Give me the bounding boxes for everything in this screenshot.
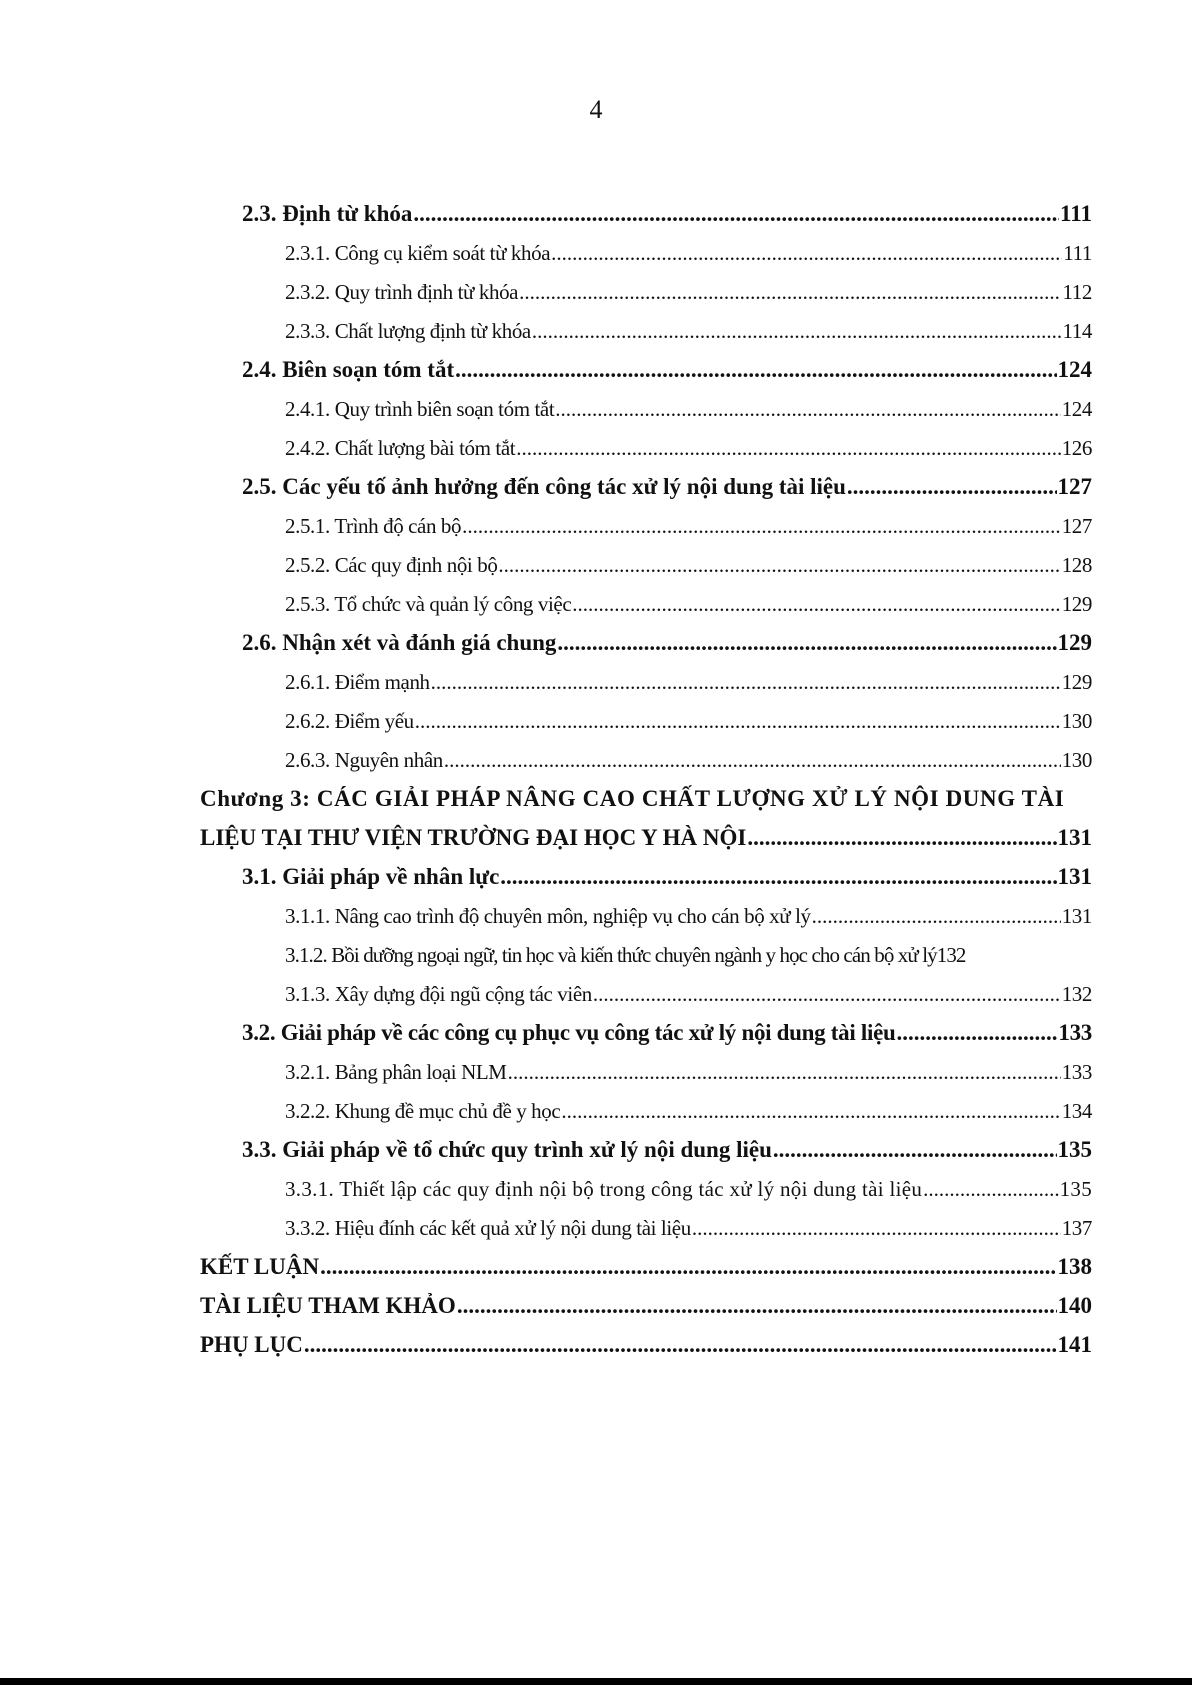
dot-leader [516, 427, 1060, 469]
dot-leader [551, 232, 1062, 274]
toc-entry-2-3-3[interactable] [285, 310, 1092, 352]
toc-entry-page: 131 [1057, 825, 1092, 850]
toc-entry-title: 2.6.3. Nguyên nhân [285, 748, 443, 772]
dot-leader [498, 544, 1060, 586]
toc-entry-page: 127 [1057, 474, 1092, 499]
toc-entry-title: 3.1.3. Xây dựng đội ngũ cộng tác viên [285, 982, 592, 1006]
toc-entry-2-5-1[interactable] [285, 505, 1092, 547]
toc-entry-title: 2.5.1. Trình độ cán bộ [285, 514, 462, 538]
toc-entry-title: 2.5.3. Tổ chức và quản lý công việc [285, 592, 572, 616]
toc-entry-title: 3.2.2. Khung đề mục chủ đề y học [285, 1099, 561, 1123]
toc-entry-3-3-2[interactable] [285, 1207, 1092, 1249]
toc-entry-page: 137 [1061, 1216, 1092, 1240]
toc-entry-2-5-2[interactable] [285, 544, 1092, 586]
dot-leader [455, 349, 1056, 391]
toc-entry-page: 141 [1057, 1332, 1092, 1357]
dot-leader [557, 622, 1056, 664]
toc-entry-title: 3.1.1. Nâng cao trình độ chuyên môn, nghiệp vụ cho cán bộ xử lý [285, 904, 811, 928]
toc-entry-page: 134 [1061, 1099, 1092, 1123]
toc-entry-page: 135 [1057, 1137, 1092, 1162]
toc-entry-page: 111 [1060, 201, 1092, 226]
dot-leader [593, 973, 1061, 1015]
dot-leader [572, 583, 1060, 625]
dot-leader [415, 700, 1061, 742]
dot-leader [555, 388, 1060, 430]
toc-entry-title: 2.6. Nhận xét và đánh giá chung [242, 630, 557, 655]
toc-entry-title: 2.3.1. Công cụ kiểm soát từ khóa [285, 241, 551, 265]
toc-entry-title: 2.3. Định từ khóa [242, 201, 413, 226]
toc-entry-2-6[interactable] [242, 622, 1092, 664]
toc-entry-title: 2.3.3. Chất lượng định từ khóa [285, 319, 531, 343]
toc-entry-tai-lieu-tham-khao[interactable] [200, 1285, 1092, 1327]
toc-entry-2-6-3[interactable] [285, 739, 1092, 781]
toc-entry-2-3-1[interactable] [285, 232, 1092, 274]
toc-entry-title: 3.3. Giải pháp về tổ chức quy trình xử lý nội dung liệu [242, 1137, 772, 1162]
toc-entry-3-3-1[interactable] [285, 1168, 1092, 1210]
toc-entry-3-1-2[interactable] [285, 934, 1092, 976]
toc-entry-title: 2.6.2. Điểm yếu [285, 709, 414, 733]
toc-entry-2-3-2[interactable] [285, 271, 1092, 313]
toc-entry-2-4-1[interactable] [285, 388, 1092, 430]
dot-leader [773, 1129, 1057, 1171]
dot-leader [413, 193, 1059, 235]
toc-entry-page: 126 [1061, 436, 1092, 460]
dot-leader [320, 1246, 1056, 1288]
dot-leader [897, 1012, 1058, 1054]
toc-entry-page: 129 [1057, 630, 1092, 655]
toc-entry-title: 2.4.1. Quy trình biên soạn tóm tắt [285, 397, 555, 421]
toc-entry-3-2[interactable] [242, 1012, 1092, 1054]
dot-leader [462, 505, 1061, 547]
toc-entry-3-3[interactable] [242, 1129, 1092, 1171]
toc-entry-page: 124 [1061, 397, 1092, 421]
toc-entry-2-5-3[interactable] [285, 583, 1092, 625]
dot-leader [500, 856, 1056, 898]
toc-entry-title: 2.4. Biên soạn tóm tắt [242, 357, 455, 382]
toc-entry-2-6-2[interactable] [285, 700, 1092, 742]
toc-entry-page: 112 [1062, 280, 1092, 304]
toc-entry-page: 140 [1057, 1293, 1092, 1318]
toc-entry-3-1[interactable] [242, 856, 1092, 898]
toc-entry-3-1-1[interactable] [285, 895, 1092, 937]
dot-leader [923, 1168, 1058, 1210]
toc-entry-page: 131 [1057, 864, 1092, 889]
toc-entry-2-3[interactable] [242, 193, 1092, 235]
toc-entry-title: 2.4.2. Chất lượng bài tóm tắt [285, 436, 516, 460]
toc-entry-page: 133 [1058, 1020, 1092, 1045]
dot-leader [561, 1090, 1060, 1132]
toc-entry-title: 2.3.2. Quy trình định từ khóa [285, 280, 519, 304]
toc-entry-page: 130 [1061, 709, 1092, 733]
toc-entry-page: 135 [1059, 1177, 1092, 1201]
toc-entry-page: 131 [1061, 904, 1092, 928]
toc-entry-title: 3.2.1. Bảng phân loại NLM [285, 1060, 507, 1084]
toc-entry-title: KẾT LUẬN [200, 1254, 320, 1279]
toc-entry-title: TÀI LIỆU THAM KHẢO [200, 1293, 456, 1318]
toc-entry-page: 132 [936, 943, 966, 967]
dot-leader [457, 1285, 1057, 1327]
dot-leader [508, 1051, 1061, 1093]
dot-leader [519, 271, 1061, 313]
toc-entry-title: 2.5.2. Các quy định nội bộ [285, 553, 498, 577]
toc-entry-title: 3.3.2. Hiệu đính các kết quả xử lý nội dung tài liệu [285, 1216, 691, 1240]
toc-entry-3-2-1[interactable] [285, 1051, 1092, 1093]
dot-leader [532, 310, 1062, 352]
toc-entry-phu-luc[interactable] [200, 1324, 1092, 1366]
toc-entry-chapter-3[interactable] [200, 817, 1092, 859]
toc-entry-page: 129 [1061, 592, 1092, 616]
toc-entry-title: 3.3.1. Thiết lập các quy định nội bộ trong công tác xử lý nội dung tài liệu [285, 1177, 923, 1201]
toc-entry-page: 130 [1061, 748, 1092, 772]
toc-entry-title: LIỆU TẠI THƯ VIỆN TRƯỜNG ĐẠI HỌC Y HÀ NỘI [200, 825, 747, 850]
toc-entry-2-5[interactable] [242, 466, 1092, 508]
toc-entry-page: 111 [1063, 241, 1092, 265]
dot-leader [812, 895, 1061, 937]
toc-entry-page: 138 [1057, 1254, 1092, 1279]
dot-leader [747, 817, 1056, 859]
toc-entry-page: 132 [1061, 982, 1092, 1006]
toc-entry-2-4[interactable] [242, 349, 1092, 391]
toc-entry-2-4-2[interactable] [285, 427, 1092, 469]
dot-leader [692, 1207, 1061, 1249]
toc-entry-ket-luan[interactable] [200, 1246, 1092, 1288]
toc-entry-2-6-1[interactable] [285, 661, 1092, 703]
toc-entry-page: 128 [1061, 553, 1092, 577]
toc-entry-title: PHỤ LỤC [200, 1332, 303, 1357]
toc-entry-title: 3.1.2. Bồi dưỡng ngoại ngữ, tin học và kiến thức chuyên ngành y học cho cán bộ xử lý [285, 943, 937, 967]
toc-entry-page: 114 [1062, 319, 1092, 343]
dot-leader [304, 1324, 1057, 1366]
dot-leader [444, 739, 1061, 781]
toc-entry-page: 127 [1061, 514, 1092, 538]
page-number: 4 [589, 95, 603, 124]
toc-entry-title: 3.1. Giải pháp về nhân lực [242, 864, 500, 889]
toc-entry-title: 2.5. Các yếu tố ảnh hưởng đến công tác xử lý nội dung tài liệu [242, 474, 846, 499]
dot-leader [431, 661, 1061, 703]
toc-entry-3-2-2[interactable] [285, 1090, 1092, 1132]
bottom-edge-bar [0, 1678, 1192, 1685]
toc-entry-3-1-3[interactable] [285, 973, 1092, 1015]
toc-entry-title: 3.2. Giải pháp về các công cụ phục vụ công tác xử lý nội dung tài liệu [242, 1020, 896, 1045]
toc-entry-page: 133 [1061, 1060, 1092, 1084]
chapter-3-heading-line-1[interactable]: Chương 3: CÁC GIẢI PHÁP NÂNG CAO CHẤT LƯỢNG XỬ LÝ NỘI DUNG TÀI [200, 786, 1065, 811]
toc-entry-page: 129 [1061, 670, 1092, 694]
dot-leader [847, 466, 1057, 508]
toc-entry-page: 124 [1057, 357, 1092, 382]
toc-entry-title: 2.6.1. Điểm mạnh [285, 670, 430, 694]
